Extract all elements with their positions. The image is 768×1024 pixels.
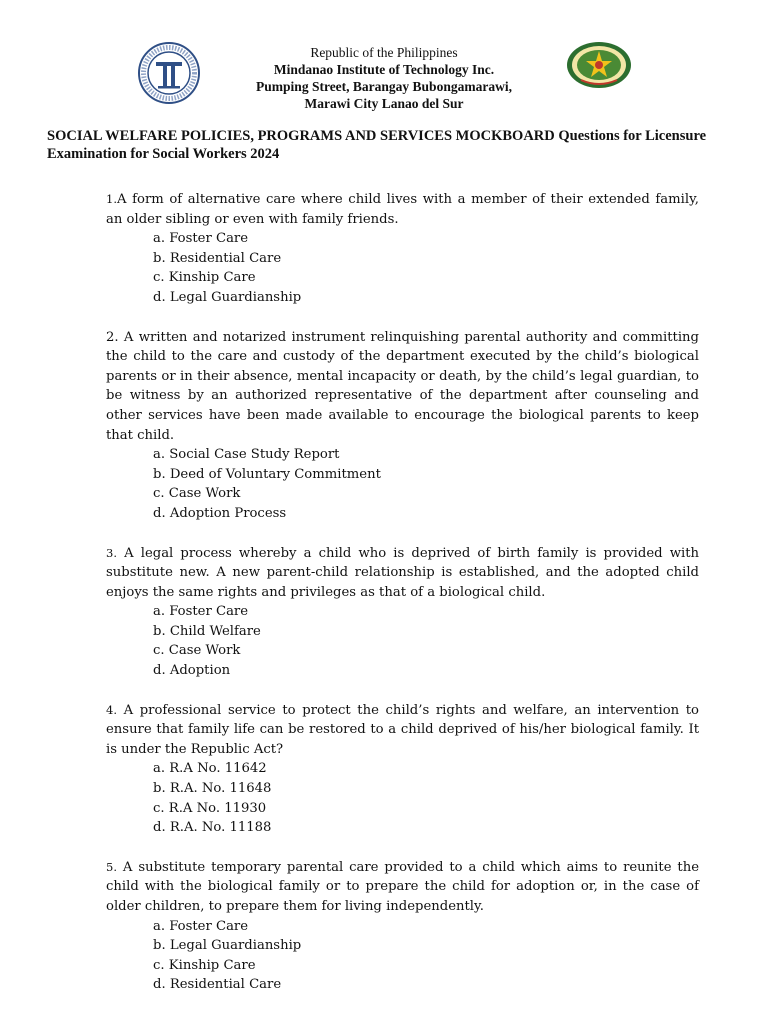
question-number: 4. — [106, 702, 117, 717]
republic-line: Republic of the Philippines — [310, 45, 458, 60]
answer-option: a. Foster Care — [153, 918, 249, 934]
street-address: Pumping Street, Barangay Bubongamarawi, — [256, 79, 512, 94]
answer-option: c. Kinship Care — [153, 270, 256, 286]
question-stem — [106, 701, 699, 760]
answer-option: d. Legal Guardianship — [153, 289, 302, 305]
answer-options — [106, 917, 699, 995]
questions-list — [106, 190, 699, 1015]
answer-option: d. Adoption Process — [153, 505, 287, 521]
answer-option: c. Kinship Care — [153, 957, 256, 973]
question-number: 1. — [106, 192, 117, 206]
question-item — [106, 701, 699, 838]
institute-name: Mindanao Institute of Technology Inc. — [273, 62, 495, 77]
question-number: 3. — [106, 545, 117, 560]
exam-title: SOCIAL WELFARE POLICIES, PROGRAMS AND SERVICES MOCKBOARD Questions for Licensure Examination for Social Workers 2024 — [47, 128, 707, 162]
question-stem — [106, 544, 699, 603]
answer-option: a. Foster Care — [153, 231, 249, 247]
answer-option: b. Child Welfare — [153, 623, 261, 639]
answer-option: d. R.A. No. 11188 — [153, 820, 272, 836]
answer-option: d. Residential Care — [153, 977, 282, 993]
question-stem — [106, 328, 699, 446]
answer-option: b. Legal Guardianship — [153, 938, 302, 954]
answer-option: b. Deed of Voluntary Commitment — [153, 466, 381, 482]
question-stem — [106, 858, 699, 917]
barmm-seal-logo — [565, 40, 633, 90]
question-item — [106, 544, 699, 681]
question-number: 5. — [106, 859, 117, 874]
answer-option: c. Case Work — [153, 486, 241, 502]
question-text: A form of alternative care where child lives with a member of their extended family, an older sibling or even with family friends. — [106, 192, 699, 227]
answer-option: a. Social Case Study Report — [153, 447, 340, 463]
answer-options — [106, 445, 699, 523]
question-text: A professional service to protect the child’s rights and welfare, an intervention to ensure that family life can be restored to a child deprived of his/her biological family. It is under the Republic Act? — [106, 702, 699, 757]
answer-option: c. R.A No. 11930 — [153, 800, 267, 816]
question-number: 2. — [106, 329, 119, 345]
answer-option: c. Case Work — [153, 643, 241, 659]
answer-option: b. Residential Care — [153, 250, 282, 266]
document-header — [0, 0, 768, 120]
question-item — [106, 190, 699, 308]
question-text: A written and notarized instrument relinquishing parental authority and committing the child to the care and custody of the department executed by the child’s biological parents or in their absence, mental incapacity or death, by the child’s legal guardian, to be witness by an authorized representative of the department after counseling and other services have been made available to encourage the biological parents to keep that child. — [106, 329, 699, 443]
answer-option: a. Foster Care — [153, 604, 249, 620]
question-text: A legal process whereby a child who is deprived of birth family is provided with substitute new. A new parent-child relationship is established, and the adopted child enjoys the same rights and privileges as that of a biological child. — [106, 545, 699, 600]
question-item — [106, 858, 699, 995]
answer-option: d. Adoption — [153, 663, 231, 679]
city-address: Marawi City Lanao del Sur — [304, 96, 464, 111]
institution-heading — [200, 44, 568, 112]
answer-option: b. R.A. No. 11648 — [153, 781, 272, 797]
answer-options — [106, 759, 699, 837]
question-item — [106, 328, 699, 524]
answer-options — [106, 229, 699, 307]
institute-seal-logo — [137, 41, 201, 105]
question-stem — [106, 190, 699, 229]
answer-options — [106, 602, 699, 680]
answer-option: a. R.A No. 11642 — [153, 761, 267, 777]
question-text: A substitute temporary parental care provided to a child which aims to reunite the child with the biological family or to prepare the child for adoption or, in the case of older children, to prepare them for living independently. — [106, 859, 699, 914]
